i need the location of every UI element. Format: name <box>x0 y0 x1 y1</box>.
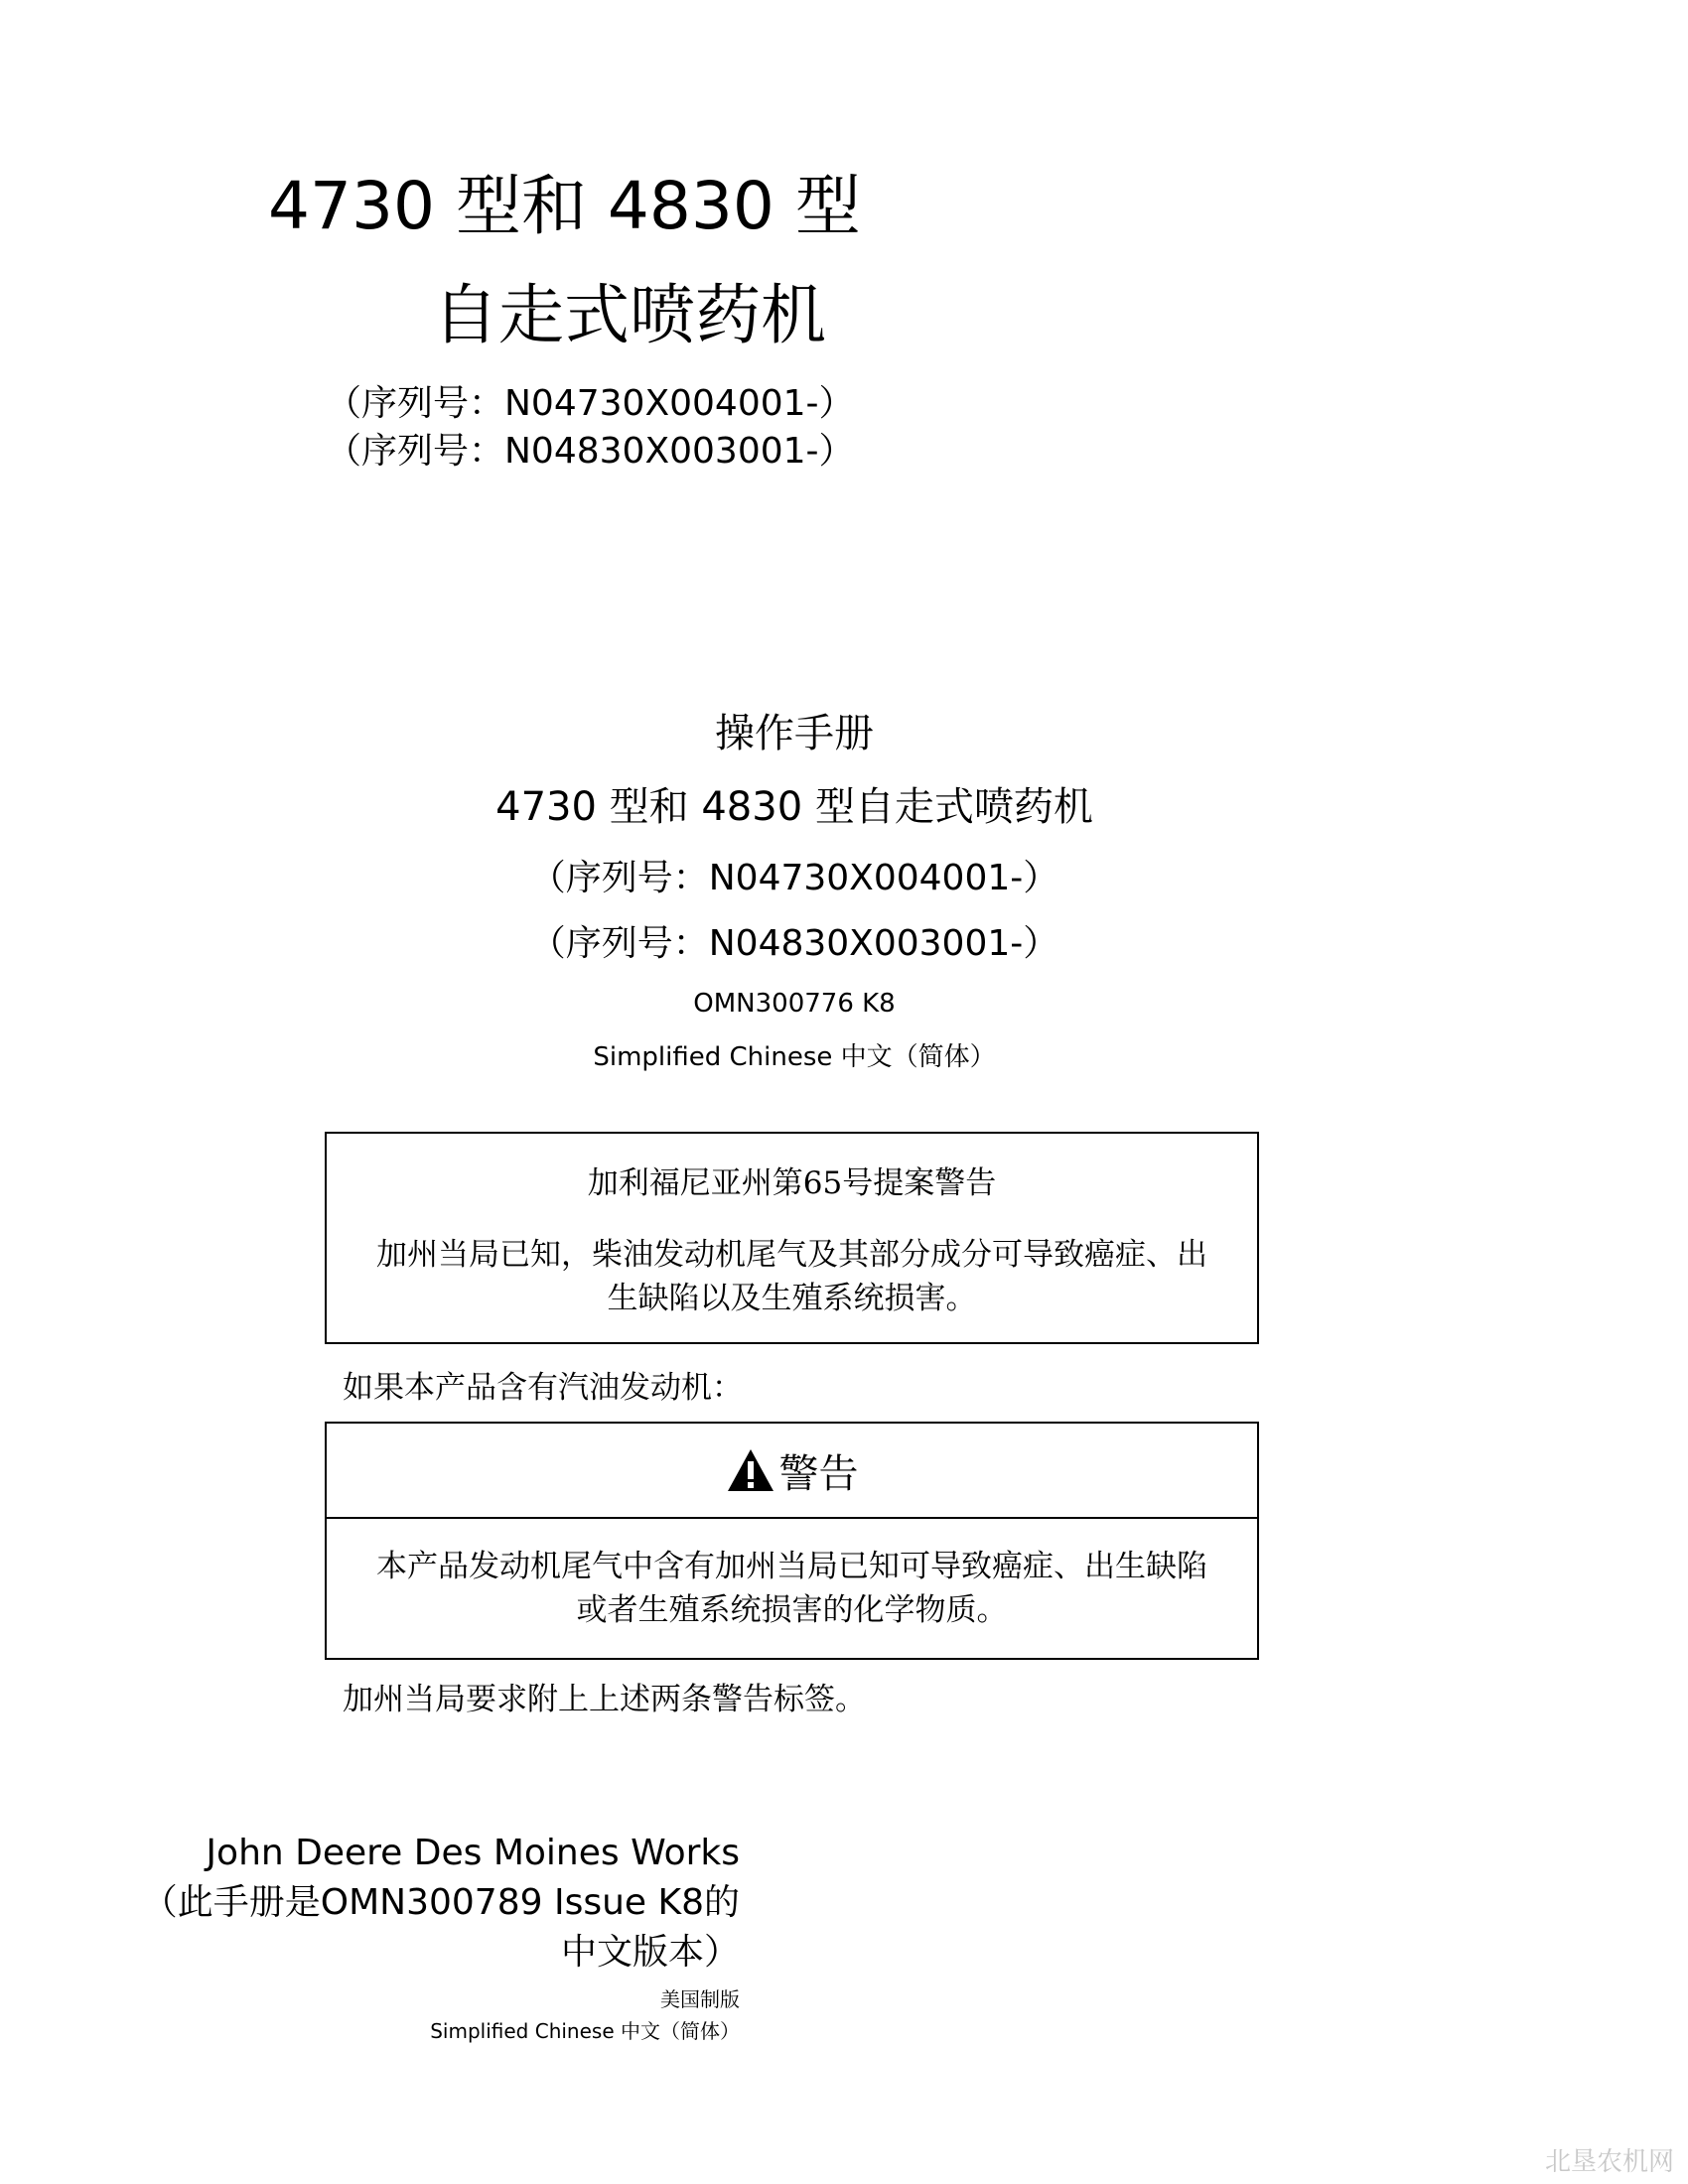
warning-triangle-icon <box>726 1447 775 1493</box>
warning-box <box>325 1422 1259 1660</box>
footer-printed: 美国制版 <box>660 1987 740 2011</box>
manual-heading: 操作手册 <box>715 711 874 756</box>
cover-serial-2: （序列号：N04830X003001-） <box>326 431 855 472</box>
manual-serial-1: （序列号：N04730X004001-） <box>529 858 1059 898</box>
warning-body-line2: 或者生殖系统损害的化学物质。 <box>576 1592 1008 1628</box>
prop65-body-line1: 加州当局已知，柴油发动机尾气及其部分成分可导致癌症、出 <box>376 1237 1207 1273</box>
cover-serial-1: （序列号：N04730X004001-） <box>326 383 855 424</box>
cover-title-line1: 4730 型和 4830 型 <box>268 168 861 244</box>
warning-body-line1: 本产品发动机尾气中含有加州当局已知可导致癌症、出生缺陷 <box>376 1549 1207 1584</box>
footer-language: Simplified Chinese 中文（简体） <box>430 2019 740 2043</box>
manual-serial-2: （序列号：N04830X003001-） <box>529 923 1059 964</box>
footer-version-line1: （此手册是OMN300789 Issue K8的 <box>141 1882 740 1923</box>
manual-model: 4730 型和 4830 型自走式喷药机 <box>495 784 1093 830</box>
manual-code: OMN300776 K8 <box>693 989 896 1019</box>
gasoline-intro: 如果本产品含有汽油发动机： <box>343 1370 743 1406</box>
watermark-text: 北垦农机网 <box>1544 2147 1674 2177</box>
footer-company: John Deere Des Moines Works <box>206 1833 740 1873</box>
warning-header <box>327 1424 1257 1519</box>
manual-language: Simplified Chinese 中文（简体） <box>593 1042 996 1072</box>
prop65-body <box>327 1233 1257 1320</box>
cover-title-line2: 自走式喷药机 <box>433 277 826 353</box>
labels-note: 加州当局要求附上上述两条警告标签。 <box>343 1682 866 1717</box>
prop65-title: 加利福尼亚州第65号提案警告 <box>587 1165 997 1201</box>
warning-body <box>327 1545 1257 1632</box>
prop65-body-line2: 生缺陷以及生殖系统损害。 <box>607 1281 977 1316</box>
footer-version-line2: 中文版本） <box>560 1932 740 1973</box>
warning-label: 警告 <box>778 1450 859 1497</box>
prop65-box <box>325 1132 1259 1344</box>
